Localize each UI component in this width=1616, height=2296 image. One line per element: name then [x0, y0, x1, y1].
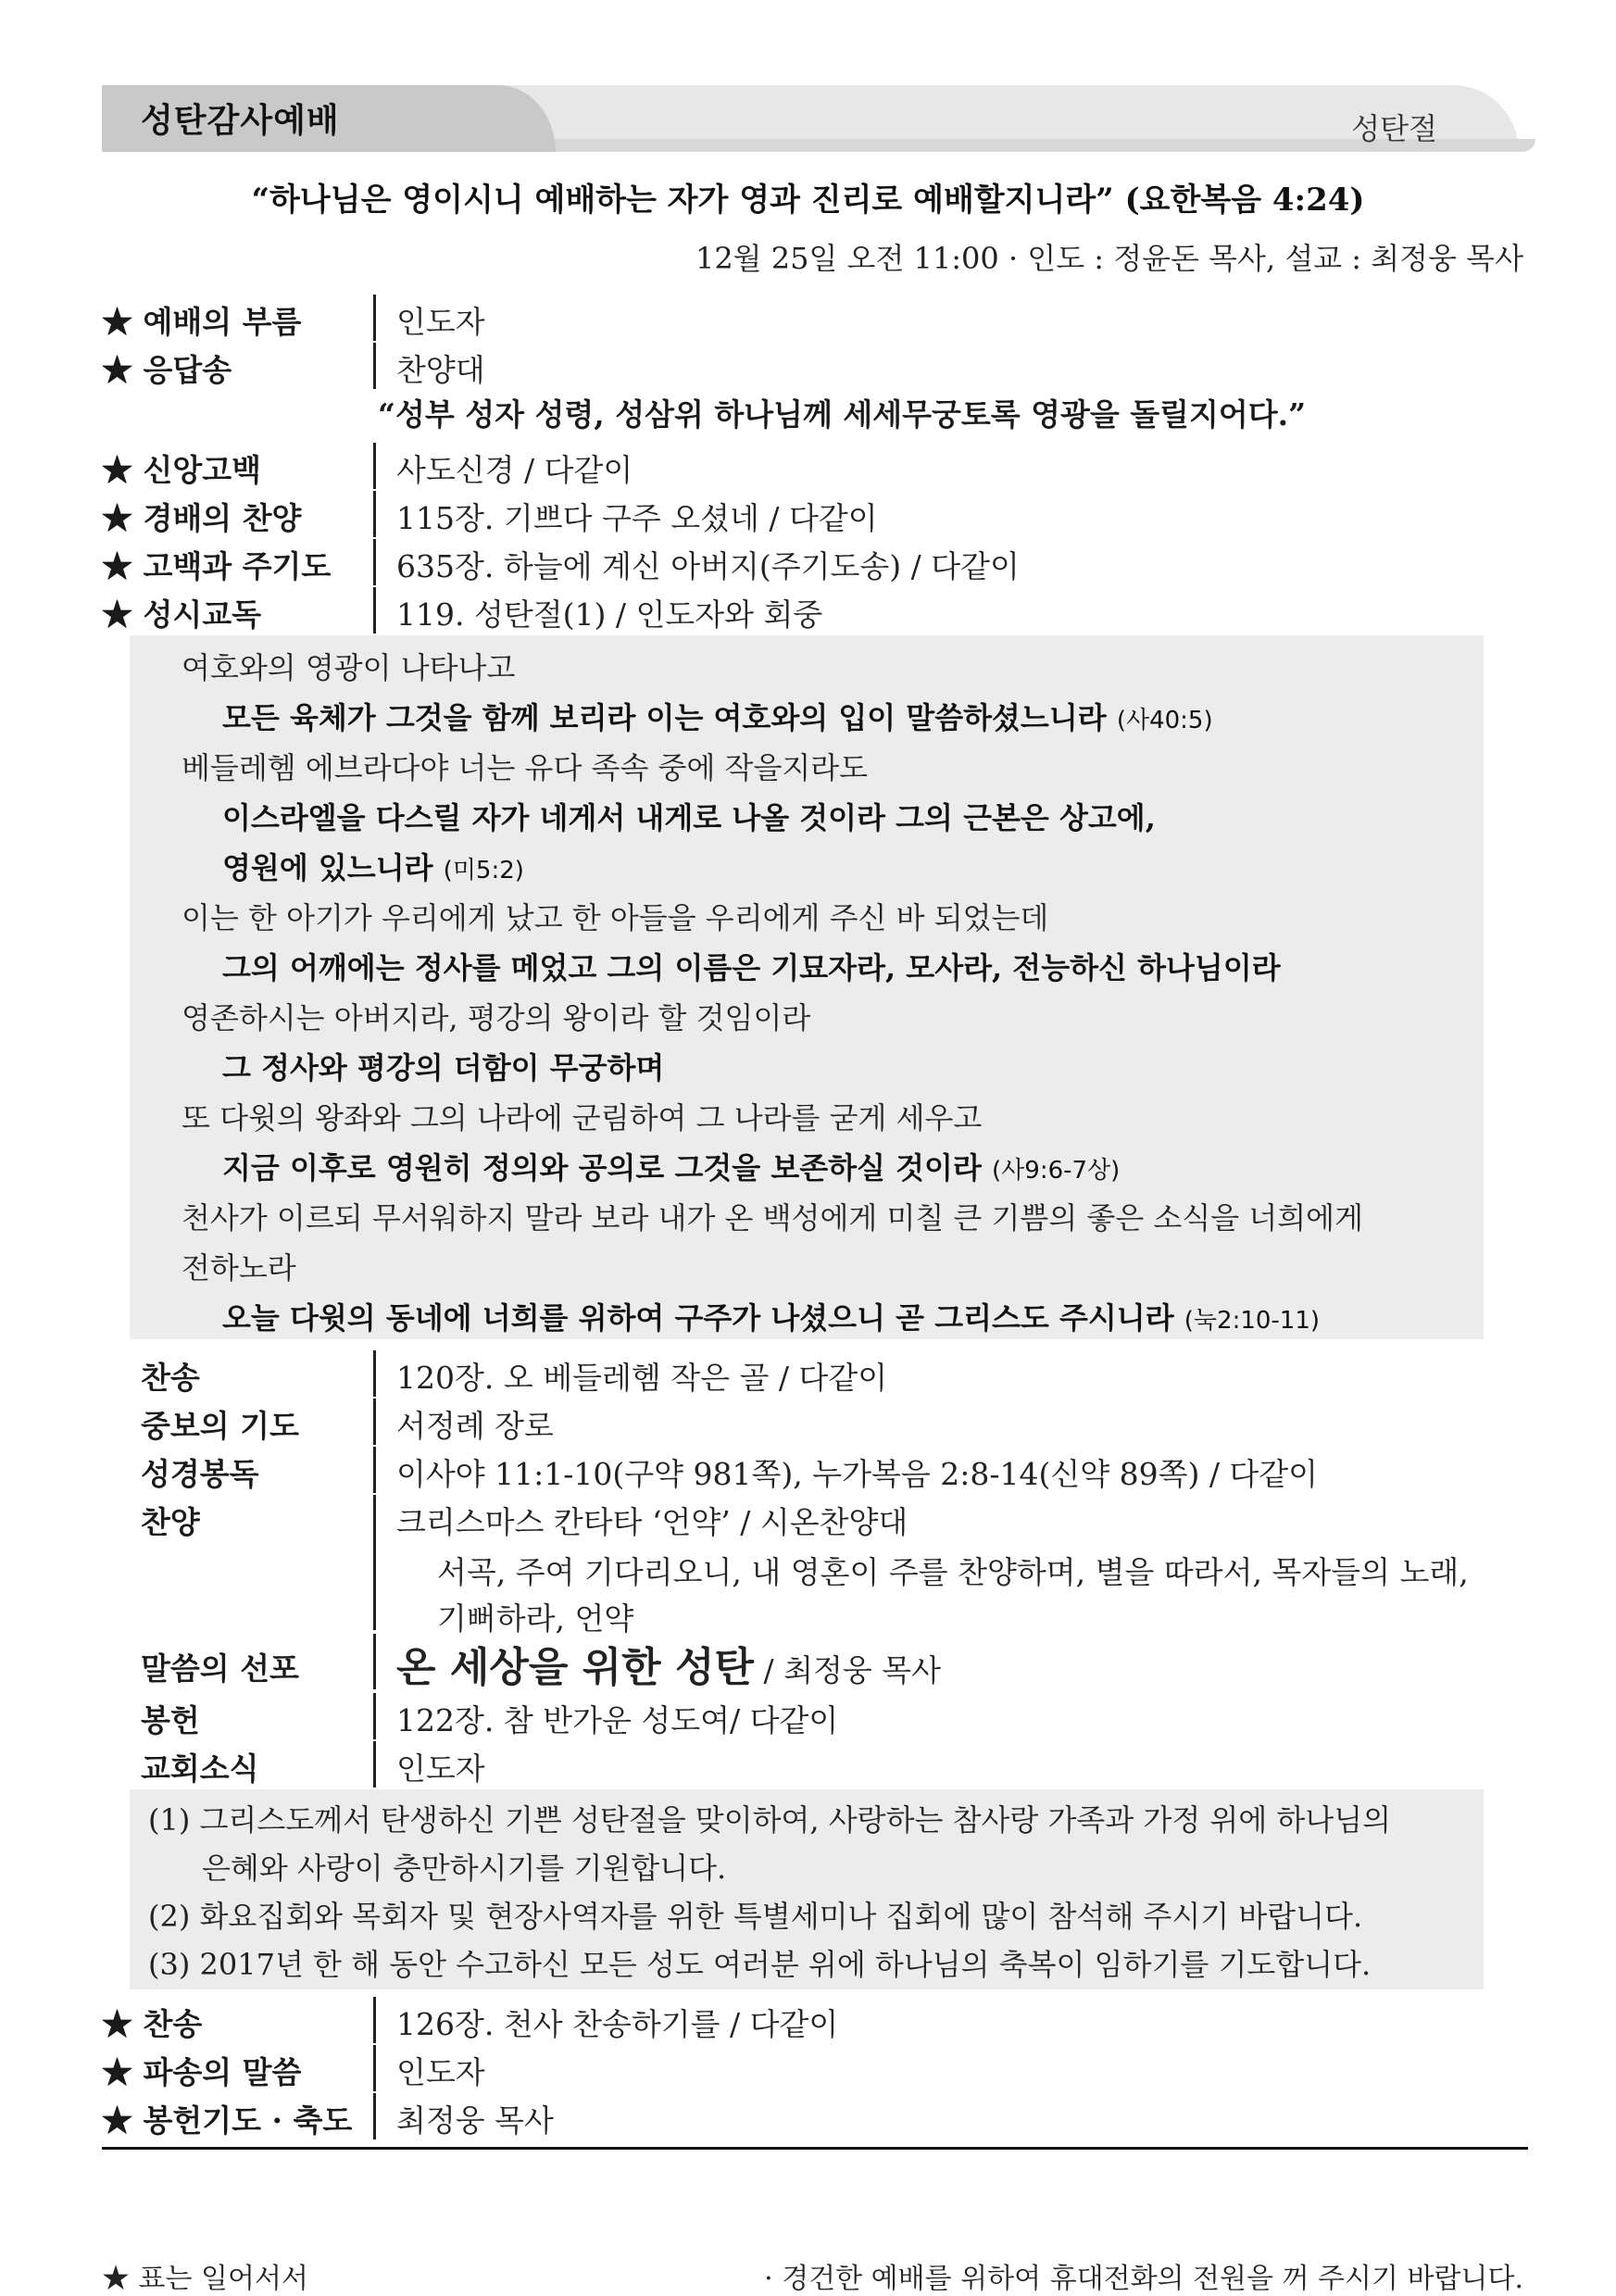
row-divider [373, 443, 376, 489]
row-scripture [102, 1445, 1528, 1493]
row-value: 크리스마스 칸타타 ‘언약’ / 시온찬양대 [396, 1504, 908, 1540]
season-label: 성탄절 [1351, 111, 1437, 146]
row-label: 말씀의 선포 [141, 1650, 299, 1687]
row-divider [373, 343, 376, 389]
row-confession [102, 537, 1528, 585]
row-hymn [102, 1349, 1528, 1397]
row-offering [102, 1691, 1528, 1739]
row-label: ★ 성시교독 [102, 596, 262, 633]
theme-verse: “하나님은 영이시니 예배하는 자가 영과 진리로 예배할지니라” (요한복음 4:24) [251, 182, 1365, 219]
row-label: ★ 경배의 찬양 [102, 500, 302, 536]
row-divider [373, 1997, 376, 2043]
row-divider [373, 1495, 376, 1630]
row-intercession [102, 1397, 1528, 1445]
reading-line: 모든 육체가 그것을 함께 보리라 이는 여호와의 입이 말씀하셨느니라 (사40:5) [222, 700, 1213, 735]
row-label: 성경봉독 [141, 1456, 259, 1492]
reading-line: 여호와의 영광이 나타나고 [182, 650, 516, 685]
service-title: 성탄감사예배 [141, 102, 340, 140]
row-response [102, 341, 1528, 389]
row-value: 서정례 장로 [396, 1408, 554, 1444]
row-divider [373, 1741, 376, 1788]
row-label: ★ 응답송 [102, 352, 232, 388]
gloria-refrain: “성부 성자 성령, 성삼위 하나님께 세세무궁토록 영광을 돌릴지어다.” [378, 396, 1307, 433]
row-benediction [102, 2091, 1528, 2139]
cantata-songs-line: 기뻐하라, 언약 [437, 1600, 634, 1637]
row-divider [373, 295, 376, 341]
footer-phone-note: · 경건한 예배를 위하여 휴대전화의 전원을 꺼 주시기 바랍니다. [764, 2263, 1523, 2295]
row-closing-hymn [102, 1995, 1528, 2043]
footer-standing-note: ★ 표는 일어서서 [102, 2263, 308, 2295]
announcement-line: (3) 2017년 한 해 동안 수고하신 모든 성도 여러분 위에 하나님의 축복이 임하기를 기도합니다. [148, 1947, 1372, 1982]
reading-line: 오늘 다윗의 동네에 너희를 위하여 구주가 나셨으니 곧 그리스도 주시니라 (눅2:10-11) [222, 1300, 1321, 1336]
reading-line: 이스라엘을 다스릴 자가 네게서 내게로 나올 것이라 그의 근본은 상고에, [222, 800, 1156, 835]
sermon-title: 온 세상을 위한 성탄 [396, 1644, 754, 1691]
reading-line: 또 다윗의 왕좌와 그의 나라에 군림하여 그 나라를 굳게 세우고 [182, 1100, 983, 1135]
row-sermon [102, 1632, 1528, 1689]
reading-line: 베들레헴 에브라다야 너는 유다 족속 중에 작을지라도 [182, 750, 869, 785]
announcement-line: (1) 그리스도께서 탄생하신 기쁜 성탄절을 맞이하여, 사랑하는 참사랑 가족과 가정 위에 하나님의 [148, 1802, 1392, 1838]
row-sending [102, 2043, 1528, 2091]
row-divider [373, 1399, 376, 1445]
row-divider [373, 2045, 376, 2091]
row-label: 중보의 기도 [141, 1408, 299, 1444]
row-value: 인도자 [396, 1750, 485, 1787]
row-anthem [102, 1493, 1528, 1637]
footer-rule [102, 2147, 1528, 2150]
row-divider [373, 491, 376, 537]
row-praise [102, 489, 1528, 537]
row-label: ★ 신앙고백 [102, 452, 262, 488]
row-value: 인도자 [396, 2054, 485, 2090]
row-value: 126장. 천사 찬송하기를 / 다같이 [396, 2006, 839, 2042]
reading-line: 영원에 있느니라 (미5:2) [222, 850, 524, 885]
row-responsive-reading [102, 585, 1528, 634]
row-divider [373, 1693, 376, 1739]
reading-line: 전하노라 [182, 1250, 296, 1286]
row-value: 119. 성탄절(1) / 인도자와 회중 [396, 596, 823, 633]
row-value: 인도자 [396, 304, 485, 340]
row-call-to-worship [102, 293, 1528, 341]
row-label: ★ 봉헌기도 · 축도 [102, 2102, 353, 2139]
row-value: 찬양대 [396, 352, 485, 388]
row-label: 교회소식 [141, 1750, 259, 1787]
reading-line: 천사가 이르되 무서워하지 말라 보라 내가 온 백성에게 미칠 큰 기쁨의 좋은 소식을 너희에게 [182, 1200, 1363, 1236]
announcement-line: (2) 화요집회와 목회자 및 현장사역자를 위한 특별세미나 집회에 많이 참석해 주시기 바랍니다. [148, 1899, 1363, 1934]
row-divider [373, 1350, 376, 1397]
row-value: 115장. 기쁘다 구주 오셨네 / 다같이 [396, 500, 878, 536]
page-header [102, 85, 1519, 157]
cantata-songs-line: 서곡, 주여 기다리오니, 내 영혼이 주를 찬양하며, 별을 따라서, 목자들의 노래, [437, 1554, 1469, 1590]
row-value: 최정웅 목사 [396, 2102, 554, 2139]
row-divider [373, 539, 376, 585]
row-creed [102, 441, 1528, 489]
announcement-line: 은혜와 사랑이 충만하시기를 기원합니다. [202, 1851, 727, 1886]
preacher: / 최정웅 목사 [754, 1652, 941, 1688]
row-value [396, 1634, 941, 1693]
row-label: ★ 찬송 [102, 2006, 203, 2042]
row-label: 찬양 [141, 1504, 200, 1540]
row-value: 사도신경 / 다같이 [396, 452, 633, 488]
row-label: ★ 고백과 주기도 [102, 548, 332, 584]
row-divider [373, 1447, 376, 1493]
row-value: 120장. 오 베들레헴 작은 골 / 다같이 [396, 1360, 888, 1396]
reading-line: 그 정사와 평강의 더함이 무궁하며 [222, 1050, 665, 1085]
row-value: 635장. 하늘에 계신 아버지(주기도송) / 다같이 [396, 548, 1020, 584]
row-church-news [102, 1739, 1528, 1788]
reading-line: 영존하시는 아버지라, 평강의 왕이라 할 것임이라 [182, 1000, 811, 1035]
row-divider [373, 2093, 376, 2139]
service-info: 12월 25일 오전 11:00 · 인도 : 정윤돈 목사, 설교 : 최정웅 목사 [695, 241, 1523, 276]
reading-line: 지금 이후로 영원히 정의와 공의로 그것을 보존하실 것이라 (사9:6-7상) [222, 1150, 1121, 1186]
row-value: 122장. 참 반가운 성도여/ 다같이 [396, 1702, 839, 1738]
row-label: ★ 예배의 부름 [102, 304, 302, 340]
row-label: 찬송 [141, 1360, 200, 1396]
reading-line: 그의 어깨에는 정사를 메었고 그의 이름은 기묘자라, 모사라, 전능하신 하나님이라 [222, 950, 1281, 985]
row-label: 봉헌 [141, 1702, 200, 1738]
row-divider [373, 1634, 376, 1689]
row-divider [373, 587, 376, 634]
row-value: 이사야 11:1-10(구약 981쪽), 누가복음 2:8-14(신약 89쪽) / 다같이 [396, 1456, 1319, 1492]
row-label: ★ 파송의 말씀 [102, 2054, 302, 2090]
reading-line: 이는 한 아기가 우리에게 났고 한 아들을 우리에게 주신 바 되었는데 [182, 900, 1049, 935]
